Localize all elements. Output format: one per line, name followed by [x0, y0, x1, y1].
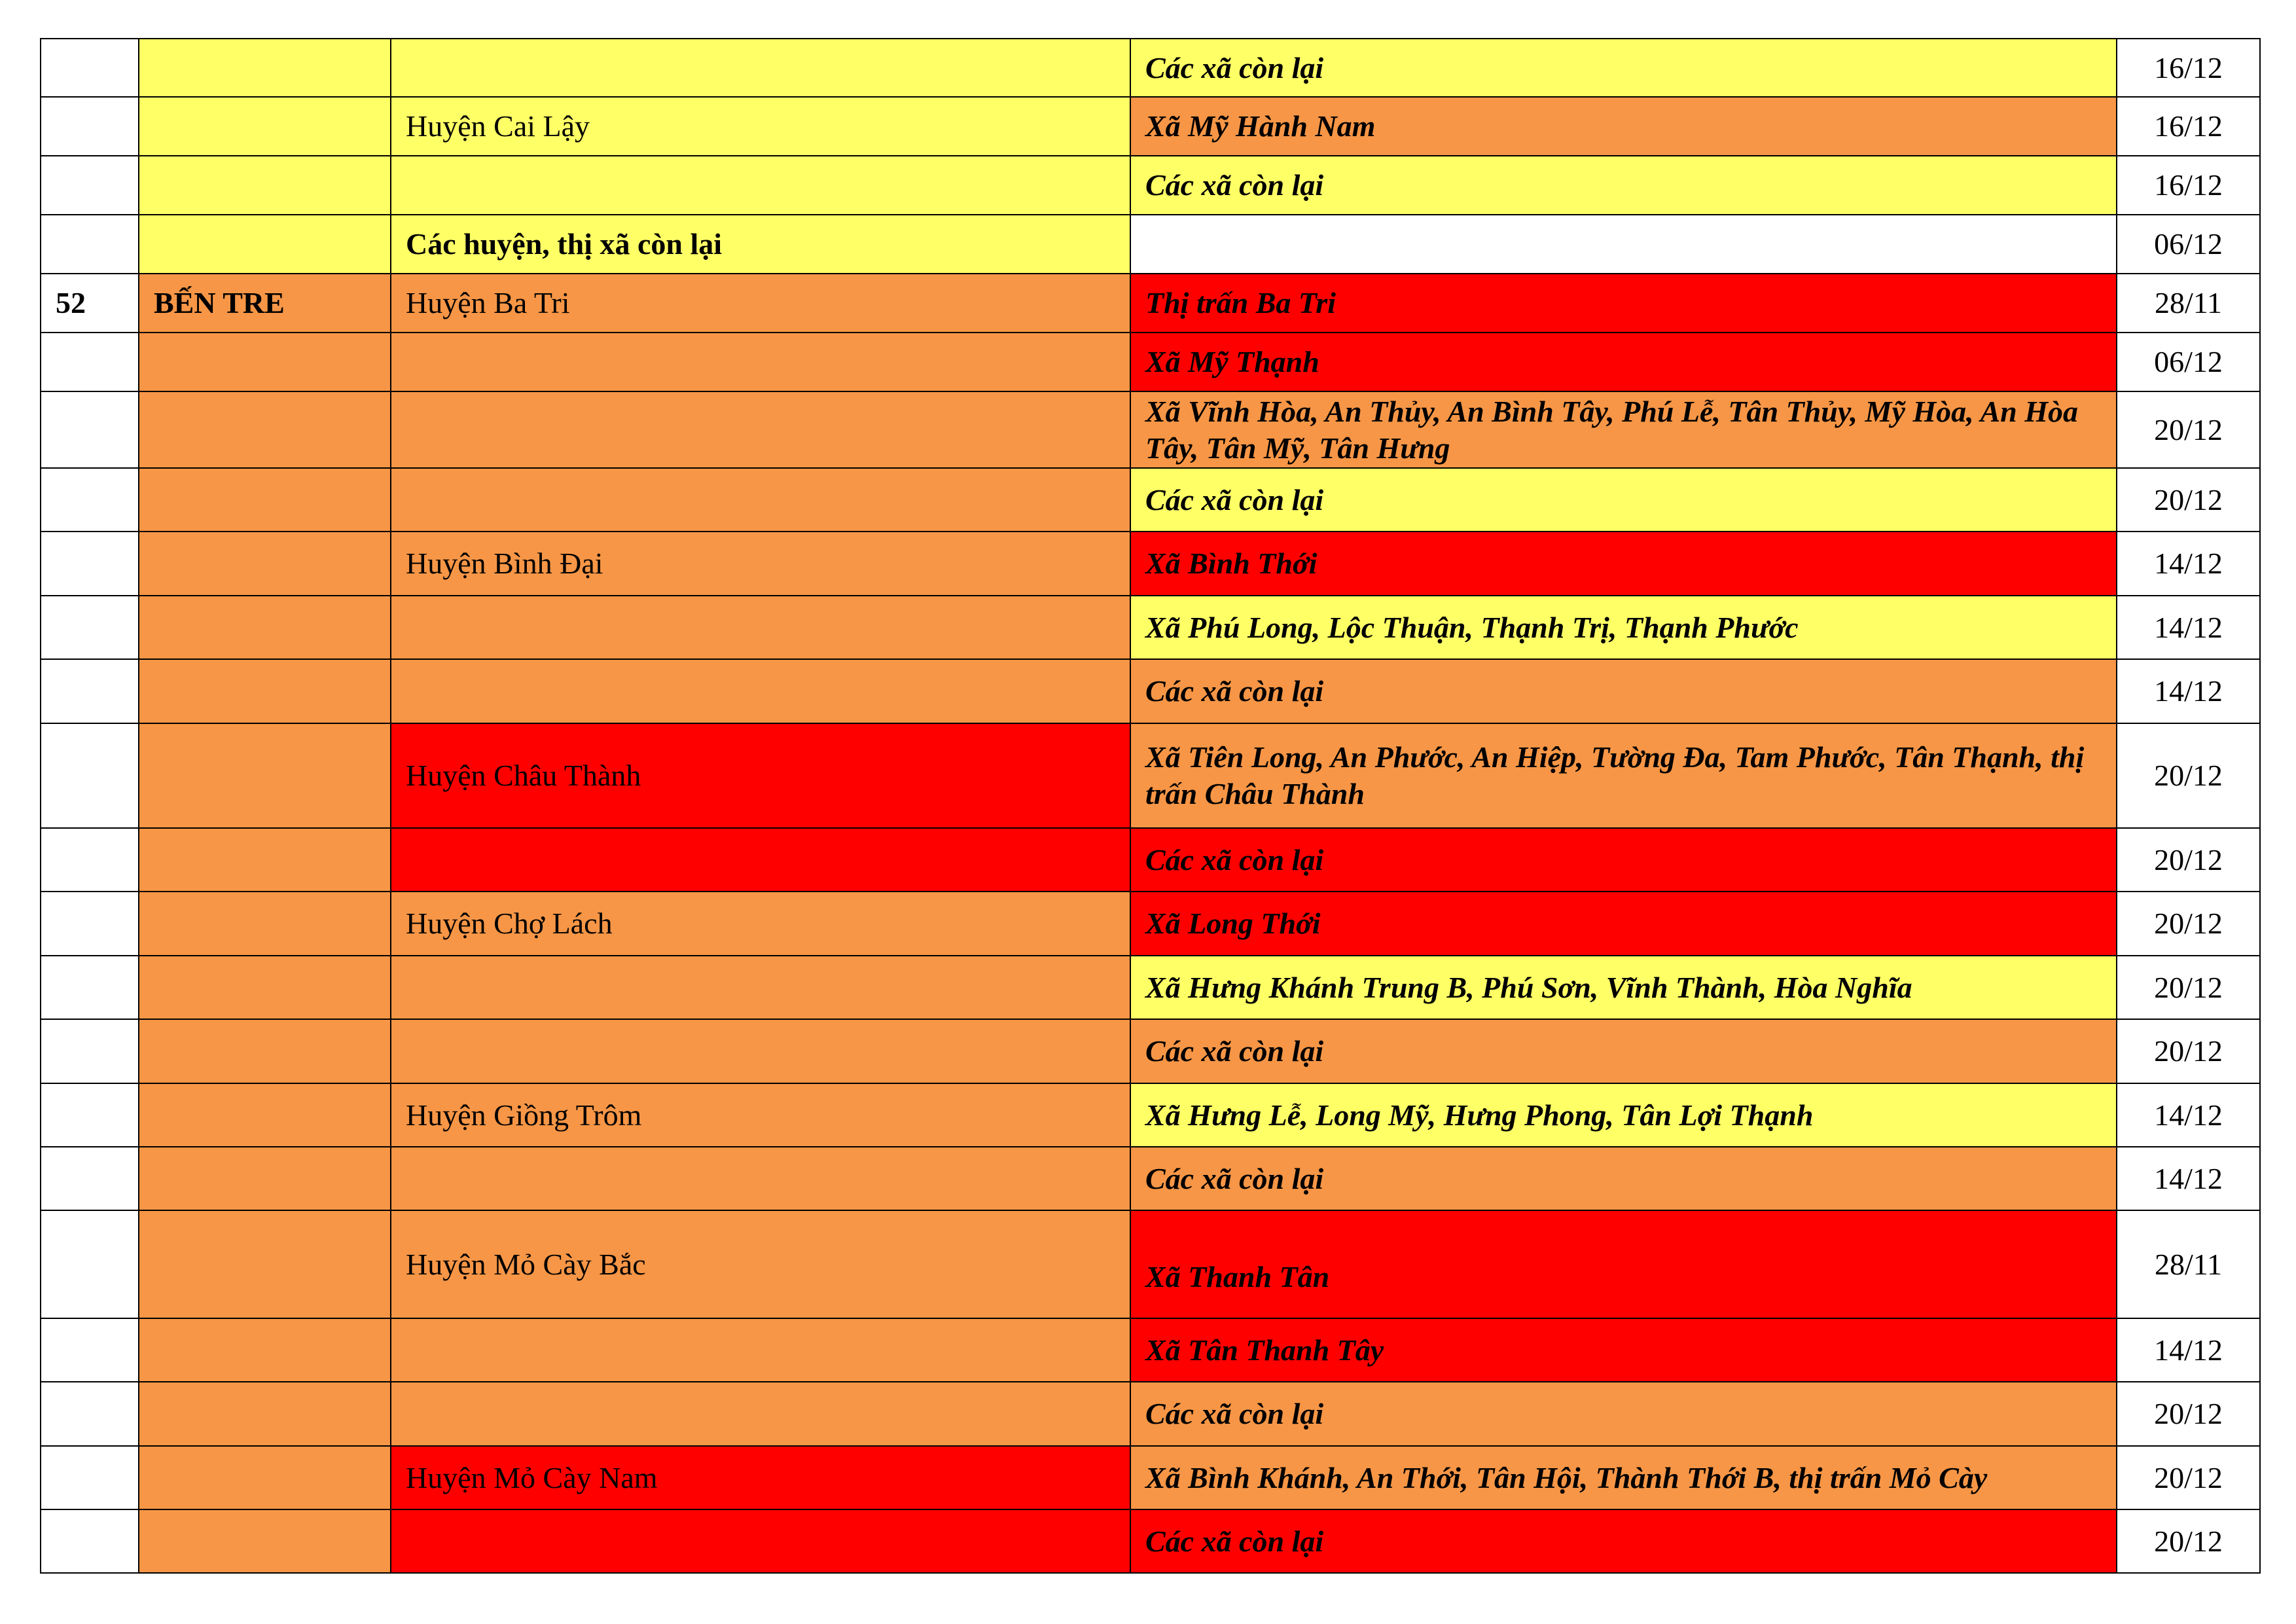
district-cell: Huyện Mỏ Cày Nam	[391, 1446, 1130, 1509]
district-cell: Huyện Chợ Lách	[391, 892, 1130, 956]
ward-cell: Các xã còn lại	[1130, 1019, 2117, 1083]
ward-cell: Các xã còn lại	[1130, 659, 2117, 723]
table-row	[41, 215, 2260, 274]
table-row	[41, 659, 2260, 723]
table-row	[41, 1509, 2260, 1573]
province-cell	[139, 956, 391, 1019]
date-cell: 14/12	[2117, 659, 2260, 723]
date-cell: 28/11	[2117, 1210, 2260, 1318]
stt-cell	[41, 828, 139, 892]
table-body	[41, 39, 2260, 1573]
province-cell	[139, 596, 391, 659]
province-cell	[139, 532, 391, 596]
date-cell: 20/12	[2117, 1446, 2260, 1509]
ward-cell: Xã Mỹ Thạnh	[1130, 333, 2117, 391]
district-cell: Huyện Ba Tri	[391, 274, 1130, 333]
date-cell: 14/12	[2117, 1318, 2260, 1382]
table-row	[41, 892, 2260, 956]
province-cell	[139, 659, 391, 723]
district-cell	[391, 391, 1130, 468]
ward-cell: Thị trấn Ba Tri	[1130, 274, 2117, 333]
province-cell	[139, 892, 391, 956]
district-cell	[391, 1318, 1130, 1382]
province-cell	[139, 1446, 391, 1509]
table-row	[41, 97, 2260, 156]
stt-cell	[41, 723, 139, 828]
ward-cell: Xã Tiên Long, An Phước, An Hiệp, Tường Đa, Tam Phước, Tân Thạnh, thị trấn Châu Thành	[1130, 723, 2117, 828]
ward-cell: Xã Bình Khánh, An Thới, Tân Hội, Thành Thới B, thị trấn Mỏ Cày	[1130, 1446, 2117, 1509]
stt-cell	[41, 956, 139, 1019]
ward-cell: Xã Mỹ Hành Nam	[1130, 97, 2117, 156]
district-cell: Các huyện, thị xã còn lại	[391, 215, 1130, 274]
stt-cell	[41, 532, 139, 596]
covid-level-table	[40, 38, 2261, 1574]
date-cell: 06/12	[2117, 215, 2260, 274]
stt-cell	[41, 892, 139, 956]
stt-cell	[41, 1318, 139, 1382]
district-cell	[391, 659, 1130, 723]
stt-cell	[41, 215, 139, 274]
table-row	[41, 1318, 2260, 1382]
ward-cell: Xã Bình Thới	[1130, 532, 2117, 596]
table-row	[41, 1446, 2260, 1509]
province-cell	[139, 97, 391, 156]
date-cell: 16/12	[2117, 156, 2260, 215]
table-row	[41, 468, 2260, 532]
stt-cell	[41, 39, 139, 97]
date-cell: 20/12	[2117, 1382, 2260, 1446]
district-cell: Huyện Châu Thành	[391, 723, 1130, 828]
district-cell: Huyện Bình Đại	[391, 532, 1130, 596]
ward-cell: Các xã còn lại	[1130, 1147, 2117, 1210]
district-cell	[391, 39, 1130, 97]
district-cell	[391, 1382, 1130, 1446]
ward-cell: Xã Long Thới	[1130, 892, 2117, 956]
date-cell: 20/12	[2117, 892, 2260, 956]
stt-cell	[41, 156, 139, 215]
province-cell	[139, 39, 391, 97]
ward-cell: Xã Hưng Lễ, Long Mỹ, Hưng Phong, Tân Lợi Thạnh	[1130, 1083, 2117, 1147]
date-cell: 20/12	[2117, 1019, 2260, 1083]
stt-cell	[41, 1147, 139, 1210]
table-row	[41, 1210, 2260, 1318]
table-row	[41, 828, 2260, 892]
ward-cell: Xã Thanh Tân	[1130, 1210, 2117, 1318]
ward-cell: Xã Hưng Khánh Trung B, Phú Sơn, Vĩnh Thành, Hòa Nghĩa	[1130, 956, 2117, 1019]
table-row	[41, 532, 2260, 596]
table-row	[41, 391, 2260, 468]
ward-cell: Xã Vĩnh Hòa, An Thủy, An Bình Tây, Phú Lễ, Tân Thủy, Mỹ Hòa, An Hòa Tây, Tân Mỹ, Tân Hưng	[1130, 391, 2117, 468]
ward-cell: Các xã còn lại	[1130, 1509, 2117, 1573]
date-cell: 20/12	[2117, 723, 2260, 828]
stt-cell	[41, 391, 139, 468]
province-cell	[139, 391, 391, 468]
date-cell: 16/12	[2117, 97, 2260, 156]
province-cell	[139, 1147, 391, 1210]
date-cell: 14/12	[2117, 1083, 2260, 1147]
table-row	[41, 274, 2260, 333]
table-row	[41, 333, 2260, 391]
date-cell: 20/12	[2117, 828, 2260, 892]
province-cell: BẾN TRE	[139, 274, 391, 333]
ward-cell: Các xã còn lại	[1130, 1382, 2117, 1446]
stt-cell: 52	[41, 274, 139, 333]
ward-cell: Xã Phú Long, Lộc Thuận, Thạnh Trị, Thạnh Phước	[1130, 596, 2117, 659]
table-row	[41, 1147, 2260, 1210]
stt-cell	[41, 97, 139, 156]
province-cell	[139, 828, 391, 892]
date-cell: 20/12	[2117, 468, 2260, 532]
district-cell	[391, 828, 1130, 892]
province-cell	[139, 1509, 391, 1573]
province-cell	[139, 468, 391, 532]
date-cell: 14/12	[2117, 596, 2260, 659]
district-cell	[391, 333, 1130, 391]
province-cell	[139, 1019, 391, 1083]
stt-cell	[41, 1019, 139, 1083]
ward-cell: Các xã còn lại	[1130, 39, 2117, 97]
district-cell: Huyện Mỏ Cày Bắc	[391, 1210, 1130, 1318]
province-cell	[139, 723, 391, 828]
table-row	[41, 39, 2260, 97]
date-cell: 28/11	[2117, 274, 2260, 333]
district-cell	[391, 956, 1130, 1019]
table-row	[41, 1019, 2260, 1083]
stt-cell	[41, 1446, 139, 1509]
district-cell	[391, 596, 1130, 659]
province-cell	[139, 333, 391, 391]
date-cell: 14/12	[2117, 1147, 2260, 1210]
date-cell: 14/12	[2117, 532, 2260, 596]
stt-cell	[41, 1382, 139, 1446]
province-cell	[139, 156, 391, 215]
district-cell	[391, 1019, 1130, 1083]
date-cell: 06/12	[2117, 333, 2260, 391]
stt-cell	[41, 1509, 139, 1573]
ward-cell: Các xã còn lại	[1130, 828, 2117, 892]
province-cell	[139, 1210, 391, 1318]
stt-cell	[41, 596, 139, 659]
province-cell	[139, 215, 391, 274]
stt-cell	[41, 659, 139, 723]
stt-cell	[41, 333, 139, 391]
province-cell	[139, 1318, 391, 1382]
district-cell: Huyện Giồng Trôm	[391, 1083, 1130, 1147]
date-cell: 20/12	[2117, 391, 2260, 468]
ward-cell: Các xã còn lại	[1130, 156, 2117, 215]
district-cell	[391, 468, 1130, 532]
table-row	[41, 1382, 2260, 1446]
stt-cell	[41, 1083, 139, 1147]
table-row	[41, 596, 2260, 659]
table-row	[41, 1083, 2260, 1147]
date-cell: 20/12	[2117, 956, 2260, 1019]
stt-cell	[41, 1210, 139, 1318]
table-row	[41, 956, 2260, 1019]
stt-cell	[41, 468, 139, 532]
province-cell	[139, 1083, 391, 1147]
ward-cell: Xã Tân Thanh Tây	[1130, 1318, 2117, 1382]
district-cell: Huyện Cai Lậy	[391, 97, 1130, 156]
ward-cell	[1130, 215, 2117, 274]
district-cell	[391, 156, 1130, 215]
district-cell	[391, 1509, 1130, 1573]
date-cell: 16/12	[2117, 39, 2260, 97]
district-cell	[391, 1147, 1130, 1210]
table-row	[41, 156, 2260, 215]
date-cell: 20/12	[2117, 1509, 2260, 1573]
table-row	[41, 723, 2260, 828]
ward-cell: Các xã còn lại	[1130, 468, 2117, 532]
province-cell	[139, 1382, 391, 1446]
